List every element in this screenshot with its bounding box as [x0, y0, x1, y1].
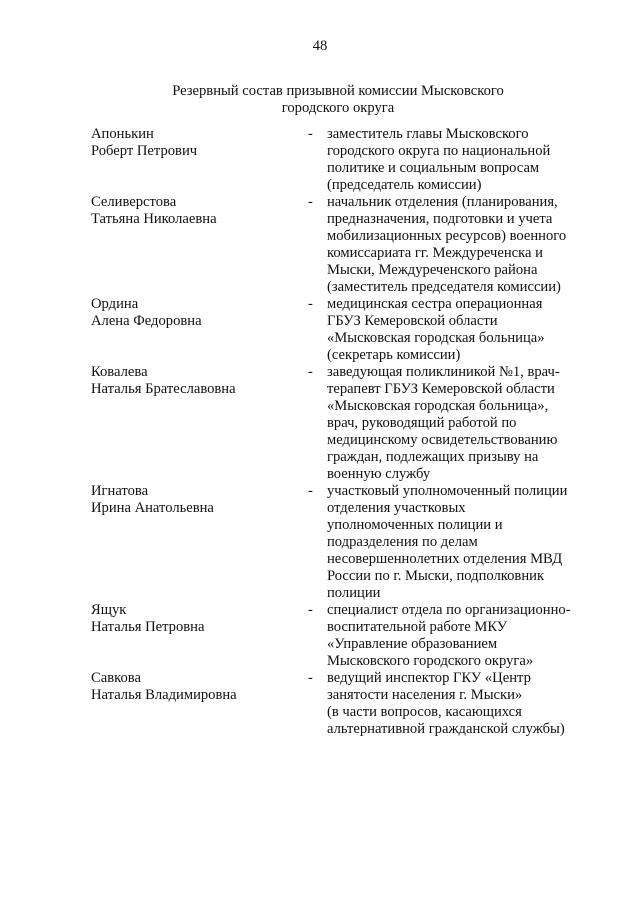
role-line: занятости населения г. Мыски»: [327, 687, 523, 703]
role-line: несовершеннолетних отделения МВД: [327, 551, 563, 567]
role-line: Мыски, Междуреченского района: [327, 262, 538, 278]
role-line: медицинская сестра операционная: [327, 296, 543, 312]
separator-dash: -: [308, 670, 313, 686]
role-line: комиссариата гг. Междуреченска и: [327, 245, 543, 261]
role-line: участковый уполномоченный полиции: [327, 483, 568, 499]
role-line: военную службу: [327, 466, 431, 482]
role-line: предназначения, подготовки и учета: [327, 211, 553, 227]
role-line: терапевт ГБУЗ Кемеровской области: [327, 381, 555, 397]
role-line: отделения участковых: [327, 500, 466, 516]
title-line: Резервный состав призывной комиссии Мысковского: [172, 83, 504, 99]
role-line: (секретарь комиссии): [327, 347, 461, 363]
member-name: [91, 670, 291, 704]
role-line: воспитательной работе МКУ: [327, 619, 508, 635]
member-entry: [0, 364, 640, 483]
member-role: [327, 364, 587, 483]
role-line: городского округа по национальной: [327, 143, 551, 159]
member-role: [327, 126, 587, 194]
member-surname: Ящук: [91, 602, 127, 618]
role-line: медицинскому освидетельствованию: [327, 432, 558, 448]
member-name: [91, 364, 291, 398]
role-line: полиции: [327, 585, 381, 601]
member-role: [327, 602, 587, 670]
member-name: [91, 602, 291, 636]
member-entry: [0, 194, 640, 296]
member-given-names: Наталья Петровна: [91, 619, 205, 635]
member-role: [327, 296, 587, 364]
role-line: «Управление образованием: [327, 636, 498, 652]
member-name: [91, 483, 291, 517]
role-line: начальник отделения (планирования,: [327, 194, 558, 210]
separator-dash: -: [308, 364, 313, 380]
member-given-names: Роберт Петрович: [91, 143, 198, 159]
role-line: «Мысковская городская больница»: [327, 330, 545, 346]
member-role: [327, 483, 587, 602]
member-role: [327, 194, 587, 296]
member-surname: Ордина: [91, 296, 139, 312]
member-given-names: Алена Федоровна: [91, 313, 202, 329]
role-line: альтернативной гражданской службы): [327, 721, 565, 737]
member-entry: [0, 602, 640, 670]
page-number: 48: [312, 38, 328, 54]
member-surname: Ковалева: [91, 364, 148, 380]
role-line: политике и социальным вопросам: [327, 160, 540, 176]
role-line: мобилизационных ресурсов) военного: [327, 228, 567, 244]
separator-dash: -: [308, 483, 313, 499]
role-line: заместитель главы Мысковского: [327, 126, 529, 142]
role-line: специалист отдела по организационно-: [327, 602, 571, 618]
member-entry: [0, 670, 640, 738]
role-line: ГБУЗ Кемеровской области: [327, 313, 498, 329]
member-surname: Игнатова: [91, 483, 149, 499]
member-name: [91, 126, 291, 160]
role-line: ведущий инспектор ГКУ «Центр: [327, 670, 531, 686]
separator-dash: -: [308, 194, 313, 210]
separator-dash: -: [308, 602, 313, 618]
role-line: врач, руководящий работой по: [327, 415, 517, 431]
member-surname: Савкова: [91, 670, 141, 686]
title-line: городского округа: [281, 100, 395, 116]
member-name: [91, 194, 291, 228]
role-line: (в части вопросов, касающихся: [327, 704, 522, 720]
separator-dash: -: [308, 126, 313, 142]
member-given-names: Наталья Братеславовна: [91, 381, 236, 397]
member-given-names: Татьяна Николаевна: [91, 211, 217, 227]
role-line: России по г. Мыски, подполковник: [327, 568, 545, 584]
member-role: [327, 670, 587, 738]
role-line: заведующая поликлиникой №1, врач-: [327, 364, 560, 380]
member-entry: [0, 483, 640, 602]
role-line: (председатель комиссии): [327, 177, 482, 193]
member-given-names: Наталья Владимировна: [91, 687, 237, 703]
member-entry: [0, 126, 640, 194]
role-line: уполномоченных полиции и: [327, 517, 503, 533]
member-given-names: Ирина Анатольевна: [91, 500, 214, 516]
commission-member-list: [0, 126, 640, 738]
member-surname: Селиверстова: [91, 194, 177, 210]
document-title: [0, 83, 640, 117]
member-entry: [0, 296, 640, 364]
role-line: подразделения по делам: [327, 534, 478, 550]
role-line: Мысковского городского округа»: [327, 653, 534, 669]
role-line: (заместитель председателя комиссии): [327, 279, 561, 295]
member-name: [91, 296, 291, 330]
member-surname: Апонькин: [91, 126, 154, 142]
role-line: «Мысковская городская больница»,: [327, 398, 549, 414]
separator-dash: -: [308, 296, 313, 312]
role-line: граждан, подлежащих призыву на: [327, 449, 539, 465]
